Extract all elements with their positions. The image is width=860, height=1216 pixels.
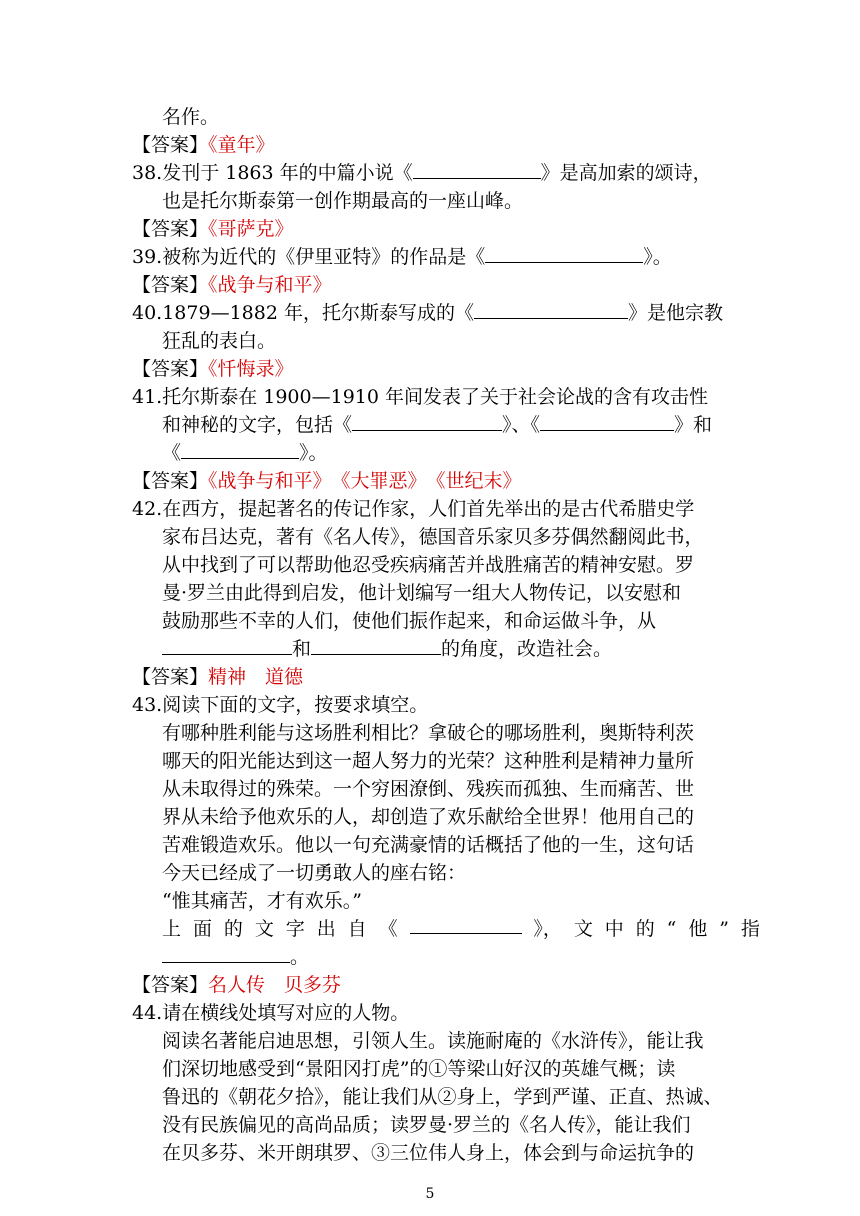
answer-tag: 【答案】 xyxy=(132,974,209,996)
passage-line: 在贝多芬、米开朗琪罗、③三位伟人身上，体会到与命运抗争的 xyxy=(162,1142,695,1164)
passage-line: 鲁迅的《朝花夕拾》，能让我们从②身上，学到严谨、正直、热诚、 xyxy=(162,1086,723,1108)
answer-42 xyxy=(132,663,303,691)
char: ” xyxy=(719,918,729,940)
text-segment: 的角度，改造社会。 xyxy=(441,638,613,660)
quote-line: “惟其痛苦，才有欢乐。” xyxy=(162,890,362,912)
question-42-line2: 家布吕达克，著有《名人传》，德国音乐家贝多芬偶然翻阅此书， xyxy=(162,526,704,548)
text-segment: 40.1879—1882 年，托尔斯泰写成的《 xyxy=(132,302,474,324)
text-segment: 和神秘的文字，包括《 xyxy=(162,414,353,436)
passage-line: 从未取得过的殊荣。一个穷困潦倒、残疾而孤独、生而痛苦、世 xyxy=(162,778,695,800)
passage-line: 阅读名著能启迪思想，引领人生。读施耐庵的《水浒传》，能让我 xyxy=(162,1030,704,1052)
question-43-fill-line xyxy=(162,915,760,943)
answer-text: 《哥萨克》 xyxy=(208,218,294,240)
answer-tag: 【答案】 xyxy=(132,274,209,296)
question-40-line1 xyxy=(132,299,723,327)
answer-40 xyxy=(132,355,294,383)
blank-line[interactable] xyxy=(311,636,441,655)
text-segment: 》、《 xyxy=(502,414,541,436)
char: 》， xyxy=(533,918,562,940)
question-41-line2 xyxy=(162,411,712,439)
text-line: 名作。 xyxy=(162,106,220,128)
text-segment: 39.被称为近代的《伊里亚特》的作品是《 xyxy=(132,246,486,268)
answer-text: 名人传 贝多芬 xyxy=(208,974,342,996)
blank-line[interactable] xyxy=(181,440,299,459)
answer-41 xyxy=(132,467,522,495)
passage-line: 哪天的阳光能达到这一超人努力的光荣？这种胜利是精神力量所 xyxy=(162,750,695,772)
char: 的 xyxy=(223,918,243,940)
passage-line: 有哪种胜利能与这场胜利相比？拿破仑的哪场胜利，奥斯特利茨 xyxy=(162,722,695,744)
question-42-line5: 鼓励那些不幸的人们，使他们振作起来，和命运做斗争，从 xyxy=(162,610,657,632)
answer-text: 《忏悔录》 xyxy=(208,358,294,380)
page-number: 5 xyxy=(425,1186,435,1202)
text-segment: 》是高加索的颂诗， xyxy=(540,162,712,184)
question-41-line3 xyxy=(162,439,328,467)
text-segment: 》和 xyxy=(674,414,713,436)
char: 《 xyxy=(378,918,398,940)
blank-line[interactable] xyxy=(162,944,290,963)
question-42-line6 xyxy=(162,635,612,663)
answer-text: 《童年》 xyxy=(208,134,275,156)
char: 出 xyxy=(316,918,336,940)
answer-text: 《战争与和平》 《大罪恶》 《世纪末》 xyxy=(208,470,522,492)
char: 上 xyxy=(162,918,182,940)
blank-line[interactable] xyxy=(474,300,628,319)
question-43-line1: 43.阅读下面的文字，按要求填空。 xyxy=(132,694,429,716)
blank-line[interactable] xyxy=(413,160,541,179)
text-segment: 》。 xyxy=(299,442,328,464)
answer-38 xyxy=(132,215,294,243)
answer-43 xyxy=(132,971,341,999)
char: 自 xyxy=(347,918,367,940)
char: 文 xyxy=(254,918,274,940)
char: 面 xyxy=(192,918,212,940)
text-segment: 》。 xyxy=(643,246,672,268)
answer-tag: 【答案】 xyxy=(132,358,209,380)
passage-line: 今天已经成了一切勇敢人的座右铭： xyxy=(162,862,467,884)
question-38-line1 xyxy=(132,159,712,187)
blank-line[interactable] xyxy=(162,636,292,655)
text-segment: 》是他宗教 xyxy=(627,302,723,324)
question-38-line2: 也是托尔斯泰第一创作期最高的一座山峰。 xyxy=(162,190,524,212)
answer-39 xyxy=(132,271,332,299)
char: 指 xyxy=(740,918,760,940)
question-40-line2: 狂乱的表白。 xyxy=(162,330,277,352)
passage-line: 界从未给予他欢乐的人，却创造了欢乐献给全世界！他用自己的 xyxy=(162,806,695,828)
char: “ xyxy=(666,918,677,940)
question-41-line1: 41.托尔斯泰在 1900—1910 年间发表了关于社会论战的含有攻击性 xyxy=(132,386,709,408)
question-39 xyxy=(132,243,672,271)
answer-tag: 【答案】 xyxy=(132,666,209,688)
passage-line: 没有民族偏见的高尚品质；读罗曼·罗兰的《名人传》，能让我们 xyxy=(162,1114,691,1136)
char: 中 xyxy=(604,918,624,940)
passage-line: 苦难锻造欢乐。他以一句充满豪情的话概括了他的一生，这句话 xyxy=(162,834,695,856)
answer-tag: 【答案】 xyxy=(132,218,209,240)
char: 文 xyxy=(573,918,593,940)
question-42-line3: 从中找到了可以帮助他忍受疾病痛苦并战胜痛苦的精神安慰。罗 xyxy=(162,554,695,576)
passage-line: 们深切地感受到“景阳冈打虎”的①等梁山好汉的英雄气概；读 xyxy=(162,1058,676,1080)
blank-line[interactable] xyxy=(410,915,522,934)
text-segment: 《 xyxy=(162,442,182,464)
answer-text: 《战争与和平》 xyxy=(208,274,332,296)
answer-tag: 【答案】 xyxy=(132,134,209,156)
question-42-line1: 42.在西方，提起著名的传记作家，人们首先举出的是古代希腊史学 xyxy=(132,498,695,520)
char: 的 xyxy=(635,918,655,940)
blank-line[interactable] xyxy=(540,412,674,431)
question-43-fill-line2 xyxy=(162,943,309,971)
text-segment: 和 xyxy=(292,638,312,660)
blank-line[interactable] xyxy=(485,244,643,263)
blank-line[interactable] xyxy=(352,412,502,431)
question-42-line4: 曼·罗兰由此得到启发，他计划编写一组大人物传记，以安慰和 xyxy=(162,582,682,604)
question-44-line1: 44.请在横线处填写对应的人物。 xyxy=(132,1002,410,1024)
answer-37 xyxy=(132,131,275,159)
answer-text: 精神 道德 xyxy=(208,666,304,688)
answer-tag: 【答案】 xyxy=(132,470,209,492)
char: 他 xyxy=(688,918,708,940)
char: 字 xyxy=(285,918,305,940)
text-segment: 。 xyxy=(290,946,310,968)
text-segment: 38.发刊于 1863 年的中篇小说《 xyxy=(132,162,413,184)
